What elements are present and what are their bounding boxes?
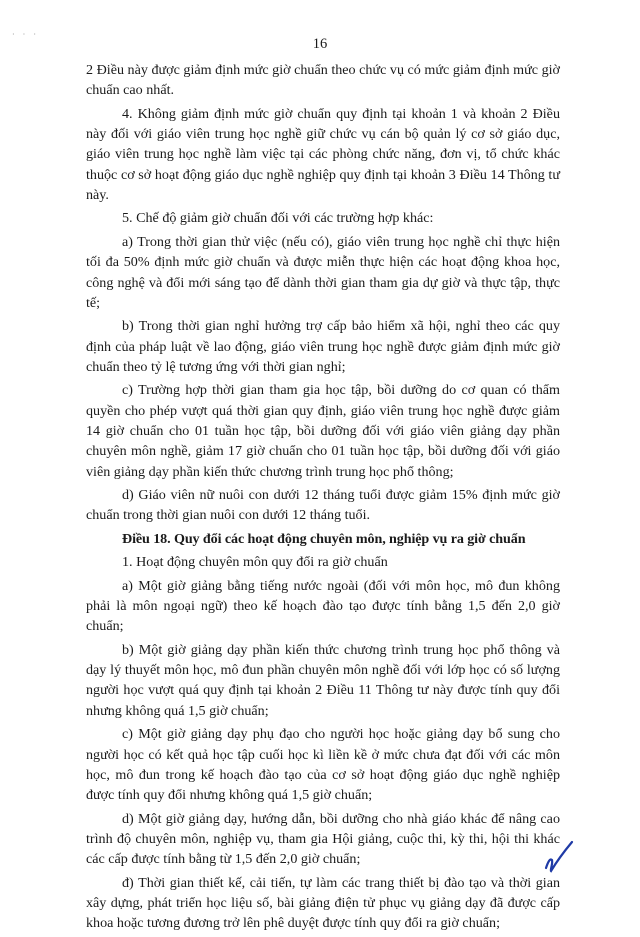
- page-number: 16: [312, 36, 328, 52]
- article-clause-1c: c) Một giờ giảng dạy phụ đạo cho người học hoặc giảng dạy bổ sung cho người học có kết quả học tập cuối học kì liền kề ở mức chưa đạt đối với các môn học, mô đun trong kế hoạch đào tạo của cơ sở hoạt động giáo dục nghề nghiệp được tính quy đổi nhưng không quá 1,5 giờ chuẩn;: [86, 726, 560, 804]
- paragraph-item-5a: a) Trong thời gian thử việc (nếu có), giáo viên trung học nghề chỉ thực hiện tối đa 50% định mức giờ chuẩn và được miễn thực hiện các hoạt động khoa học, công nghệ và đổi mới sáng tạo để dành thời gian tham gia dự giờ và thực tập, thực tế;: [86, 233, 560, 311]
- initial-signature-mark: [542, 838, 576, 874]
- paragraph-item-4: 4. Không giảm định mức giờ chuẩn quy định tại khoản 1 và khoản 2 Điều này đối với giáo viên trung học nghề giữ chức vụ cán bộ quản lý cơ sở giáo dục, giáo viên trung học nghề làm việc tại các phòng chức năng, đơn vị, tổ chức khác thuộc cơ sở hoạt động giáo dục nghề nghiệp quy định tại khoản 3 Điều 14 Thông tư này.: [86, 105, 560, 203]
- article-clause-1a: a) Một giờ giảng bằng tiếng nước ngoài (đối với môn học, mô đun không phải là môn ngoại ngữ) theo kế hoạch đào tạo được tính bằng 1,5 đến 2,0 giờ chuẩn;: [86, 577, 560, 635]
- article-clause-1dd: đ) Thời gian thiết kế, cải tiến, tự làm các trang thiết bị đào tạo và thời gian xây dựng, phát triển học liệu số, bài giảng điện tử phục vụ giảng dạy đã được cấp khoa hoặc tương đương trở lên phê duyệt được tính quy đổi ra giờ chuẩn;: [86, 874, 560, 932]
- scan-specks: · · ·: [12, 30, 39, 39]
- article-heading: Điều 18. Quy đổi các hoạt động chuyên môn, nghiệp vụ ra giờ chuẩn: [122, 530, 526, 547]
- document-body: [86, 60, 560, 937]
- paragraph-continuation: 2 Điều này được giảm định mức giờ chuẩn theo chức vụ có mức giảm định mức giờ chuẩn cao nhất.: [86, 62, 560, 99]
- article-clause-1d: d) Một giờ giảng dạy, hướng dẫn, bồi dưỡng cho nhà giáo khác để nâng cao trình độ chuyên môn, nghiệp vụ, tham gia Hội giảng, cuộc thi, kỳ thi, hội thi khác các cấp được tính bằng từ 1,5 đến 2,0 giờ chuẩn;: [86, 810, 560, 868]
- article-clause-1b: b) Một giờ giảng dạy phần kiến thức chương trình trung học phổ thông và dạy lý thuyết môn học, mô đun phần chuyên môn nghề đối với lớp học có số lượng người học vượt quá quy định tại khoản 2 Điều 11 Thông tư này được tính quy đổi nhưng không quá 1,5 giờ chuẩn;: [86, 641, 560, 719]
- paragraph-item-5d: d) Giáo viên nữ nuôi con dưới 12 tháng tuổi được giảm 15% định mức giờ chuẩn trong thời gian nuôi con dưới 12 tháng tuổi.: [86, 487, 560, 524]
- paragraph-item-5b: b) Trong thời gian nghỉ hưởng trợ cấp bảo hiểm xã hội, nghỉ theo các quy định của pháp luật về lao động, giáo viên trung học nghề được giảm định mức giờ chuẩn theo tỷ lệ tương ứng với thời gian nghỉ;: [86, 318, 560, 375]
- paragraph-item-5: 5. Chế độ giảm giờ chuẩn đối với các trường hợp khác:: [122, 210, 434, 227]
- paragraph-item-5c: c) Trường hợp thời gian tham gia học tập, bồi dưỡng do cơ quan có thẩm quyền cho phép vượt quá thời gian quy định, giáo viên trung học nghề được giảm 14 giờ chuẩn cho 01 tuần học tập, bồi dưỡng đối với giáo viên giảng dạy phần chuyên môn nghề, giảm 17 giờ chuẩn cho 01 tuần học tập, bồi dưỡng đối với giáo viên giảng dạy phần kiến thức chương trình trung học phổ thông;: [86, 382, 560, 480]
- article-clause-1: 1. Hoạt động chuyên môn quy đổi ra giờ chuẩn: [122, 554, 388, 571]
